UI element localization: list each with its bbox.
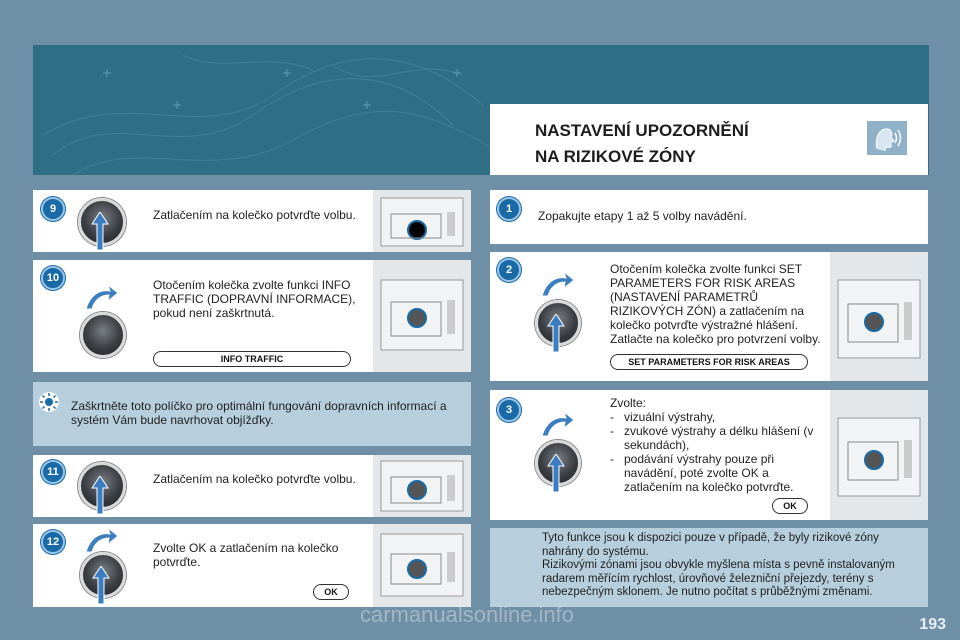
radio-panel-icon <box>373 455 471 517</box>
step-badge-9: 9 <box>41 197 65 221</box>
step-badge-11: 11 <box>41 460 65 484</box>
up-arrow-icon <box>91 566 111 604</box>
step-text-11: Zatlačením na kolečko potvrďte volbu. <box>153 472 356 486</box>
step-badge-2: 2 <box>497 258 521 282</box>
up-arrow-icon <box>546 454 566 492</box>
up-arrow-icon <box>90 476 110 514</box>
radio-panel-icon <box>830 390 928 520</box>
step-text-3 <box>610 396 830 494</box>
info-note-text: Tyto funkce jsou k dispozici pouze v případě, že byly rizikové zóny nahrány do systému. Rizikovými zónami jsou obvykle myšlena místa s pevně instalovaným radarem měřícím rychlost, úrovňové železniční přejezdy, terény s nebezpečným sklonem. Je nutno počítat s průběžnými změnami. <box>542 532 895 598</box>
step-badge-12: 12 <box>41 530 65 554</box>
step-badge-3: 3 <box>497 398 521 422</box>
watermark: carmanualsonline.info <box>360 602 575 627</box>
step-text-1: Zopakujte etapy 1 až 5 volby navádění. <box>538 209 747 223</box>
up-arrow-icon <box>90 212 110 250</box>
curved-arrow-icon <box>84 526 120 554</box>
curved-arrow-icon <box>84 283 120 311</box>
menu-option-ok[interactable]: OK <box>772 498 808 514</box>
radio-panel-icon <box>373 260 471 372</box>
step-badge-10: 10 <box>41 266 65 290</box>
step-text-10: Otočením kolečka zvolte funkci INFO TRAFFIC (DOPRAVNÍ INFORMACE), pokud není zaškrtnutá. <box>153 278 356 320</box>
list-item: - podávání výstrahy pouze při navádění, poté zvolte OK a zatlačením na kolečko potvrďte. <box>610 452 830 494</box>
menu-option-ok[interactable]: OK <box>313 584 349 600</box>
step-text-2: Otočením kolečka zvolte funkci SET PARAMETERS FOR RISK AREAS (NASTAVENÍ PARAMETRŮ RIZIKOVÝCH ZÓN) a zatlačením na kolečko potvrďte výstražné hlášení. Zatlačte na kolečko pro potvrzení volby. <box>610 262 821 346</box>
up-arrow-icon <box>546 314 566 352</box>
radio-panel-icon <box>373 524 471 607</box>
radio-panel-icon <box>373 190 471 252</box>
curved-arrow-icon <box>540 270 576 298</box>
page-title: NASTAVENÍ UPOZORNĚNÍ NA RIZIKOVÉ ZÓNY <box>535 121 749 166</box>
step-text-9: Zatlačením na kolečko potvrďte volbu. <box>153 208 356 222</box>
tip-text: Zaškrtněte toto políčko pro optimální fungování dopravních informací a systém Vám bude navrhovat objížďky. <box>71 399 447 427</box>
menu-option-set-parameters[interactable]: SET PARAMETERS FOR RISK AREAS <box>610 354 808 370</box>
page-number: 193 <box>919 616 946 633</box>
knob-icon <box>80 312 126 358</box>
step-3-intro: Zvolte: <box>610 396 647 410</box>
radio-panel-icon <box>830 252 928 381</box>
list-item: - zvukové výstrahy a délku hlášení (v sekundách), <box>610 424 830 452</box>
sun-icon <box>38 391 60 413</box>
step-3-options <box>610 410 830 494</box>
step-badge-1: 1 <box>497 197 521 221</box>
step-text-12: Zvolte OK a zatlačením na kolečko potvrďte. <box>153 541 339 569</box>
menu-option-info-traffic[interactable]: INFO TRAFFIC <box>153 351 351 367</box>
list-item: - vizuální výstrahy, <box>610 410 830 424</box>
speaking-head-icon <box>866 120 908 156</box>
curved-arrow-icon <box>540 410 576 438</box>
